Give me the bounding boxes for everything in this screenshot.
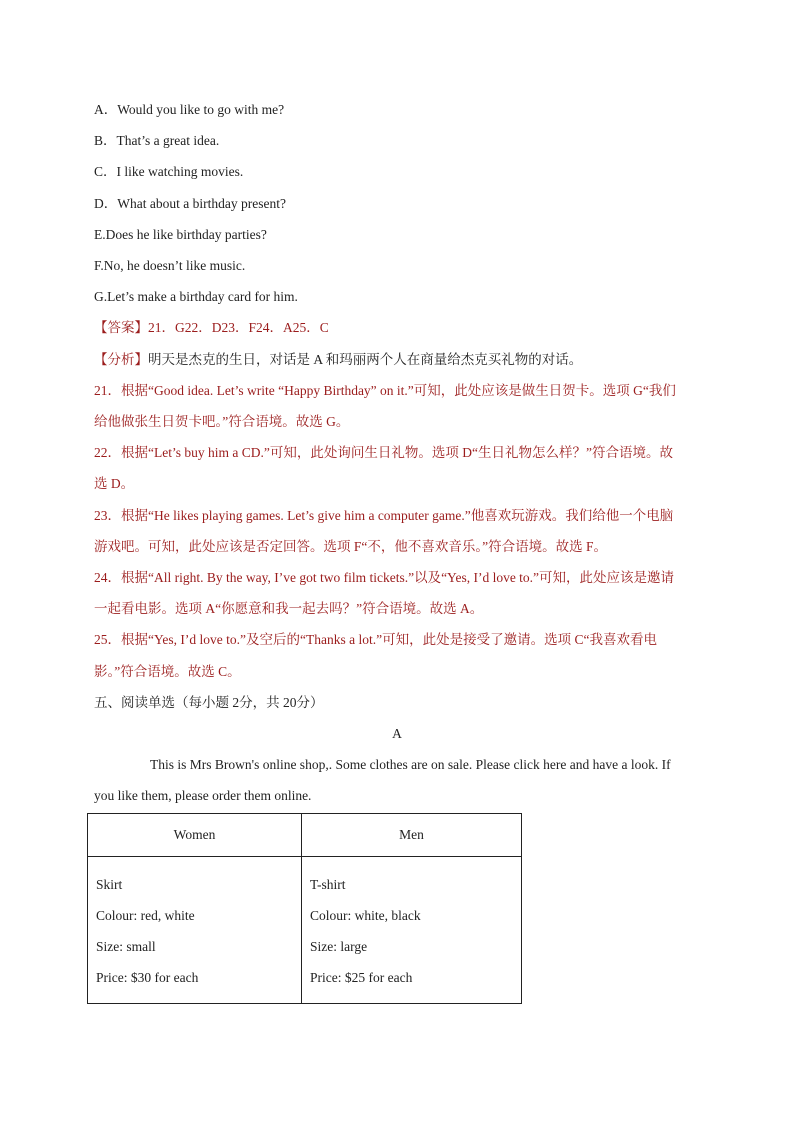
explanation-23-line2: 游戏吧。可知，此处应该是否定回答。选项 F“不，他不喜欢音乐。”符合语境。故选 F。: [94, 539, 607, 554]
explanation-21-line1: 21．根据“Good idea. Let’s write “Happy Birthday” on it.”可知，此处应该是做生日贺卡。选项 G“我们: [94, 383, 676, 398]
explanation-21-line2: 给他做张生日贺卡吧。”符合语境。故选 G。: [94, 414, 350, 429]
section-title: 五、阅读单选（每小题 2分，共 20分）: [94, 695, 324, 710]
passage-line1: This is Mrs Brown's online shop,. Some clothes are on sale. Please click here and have a look. If: [150, 757, 671, 772]
explanation-22-line1: 22．根据“Let’s buy him a CD.”可知，此处询问生日礼物。选项 D“生日礼物怎么样？”符合语境。故: [94, 445, 673, 460]
explanation-25-line2: 影。”符合语境。故选 C。: [94, 664, 241, 679]
answer-tag: 【答案】: [94, 320, 148, 335]
header-women: Women: [88, 814, 302, 857]
passage-line2: you like them, please order them online.: [94, 788, 312, 803]
answer-line: [94, 318, 329, 338]
answer-text: 21．G22．D23．F24．A25．C: [148, 320, 329, 335]
men-colour: Colour: white, black: [310, 908, 421, 923]
table-row: [88, 857, 522, 1004]
option-f: F.No, he doesn’t like music.: [94, 258, 246, 273]
explanation-23-line1: 23．根据“He likes playing games. Let’s give him a computer game.”他喜欢玩游戏。我们给他一个电脑: [94, 508, 674, 523]
women-cell: [88, 857, 302, 1004]
option-g: G.Let’s make a birthday card for him.: [94, 289, 298, 304]
men-item: T-shirt: [310, 877, 346, 892]
option-d: D．What about a birthday present?: [94, 196, 286, 211]
explanation-25-line1: 25．根据“Yes, I’d love to.”及空后的“Thanks a lot.”可知，此处是接受了邀请。选项 C“我喜欢看电: [94, 632, 657, 647]
option-a: A．Would you like to go with me?: [94, 102, 285, 117]
analysis-text: 明天是杰克的生日，对话是 A 和玛丽两个人在商量给杰克买礼物的对话。: [148, 352, 583, 367]
option-e: E.Does he like birthday parties?: [94, 227, 267, 242]
table-header-row: [88, 814, 522, 857]
option-c: C．I like watching movies.: [94, 164, 244, 179]
men-size: Size: large: [310, 939, 368, 954]
women-item: Skirt: [96, 877, 123, 892]
explanation-24-line2: 一起看电影。选项 A“你愿意和我一起去吗？”符合语境。故选 A。: [94, 601, 484, 616]
men-cell: [302, 857, 522, 1004]
men-price: Price: $25 for each: [310, 970, 413, 985]
passage-label: A: [392, 726, 402, 741]
analysis-line: [94, 350, 582, 370]
women-size: Size: small: [96, 939, 156, 954]
explanation-22-line2: 选 D。: [94, 476, 135, 491]
women-price: Price: $30 for each: [96, 970, 199, 985]
women-colour: Colour: red, white: [96, 908, 195, 923]
header-men: Men: [302, 814, 522, 857]
clothes-table: [87, 813, 522, 1004]
analysis-tag: 【分析】: [94, 352, 148, 367]
option-b: B．That’s a great idea.: [94, 133, 220, 148]
explanation-24-line1: 24．根据“All right. By the way, I’ve got two film tickets.”以及“Yes, I’d love to.”可知，此处应该是邀请: [94, 570, 675, 585]
